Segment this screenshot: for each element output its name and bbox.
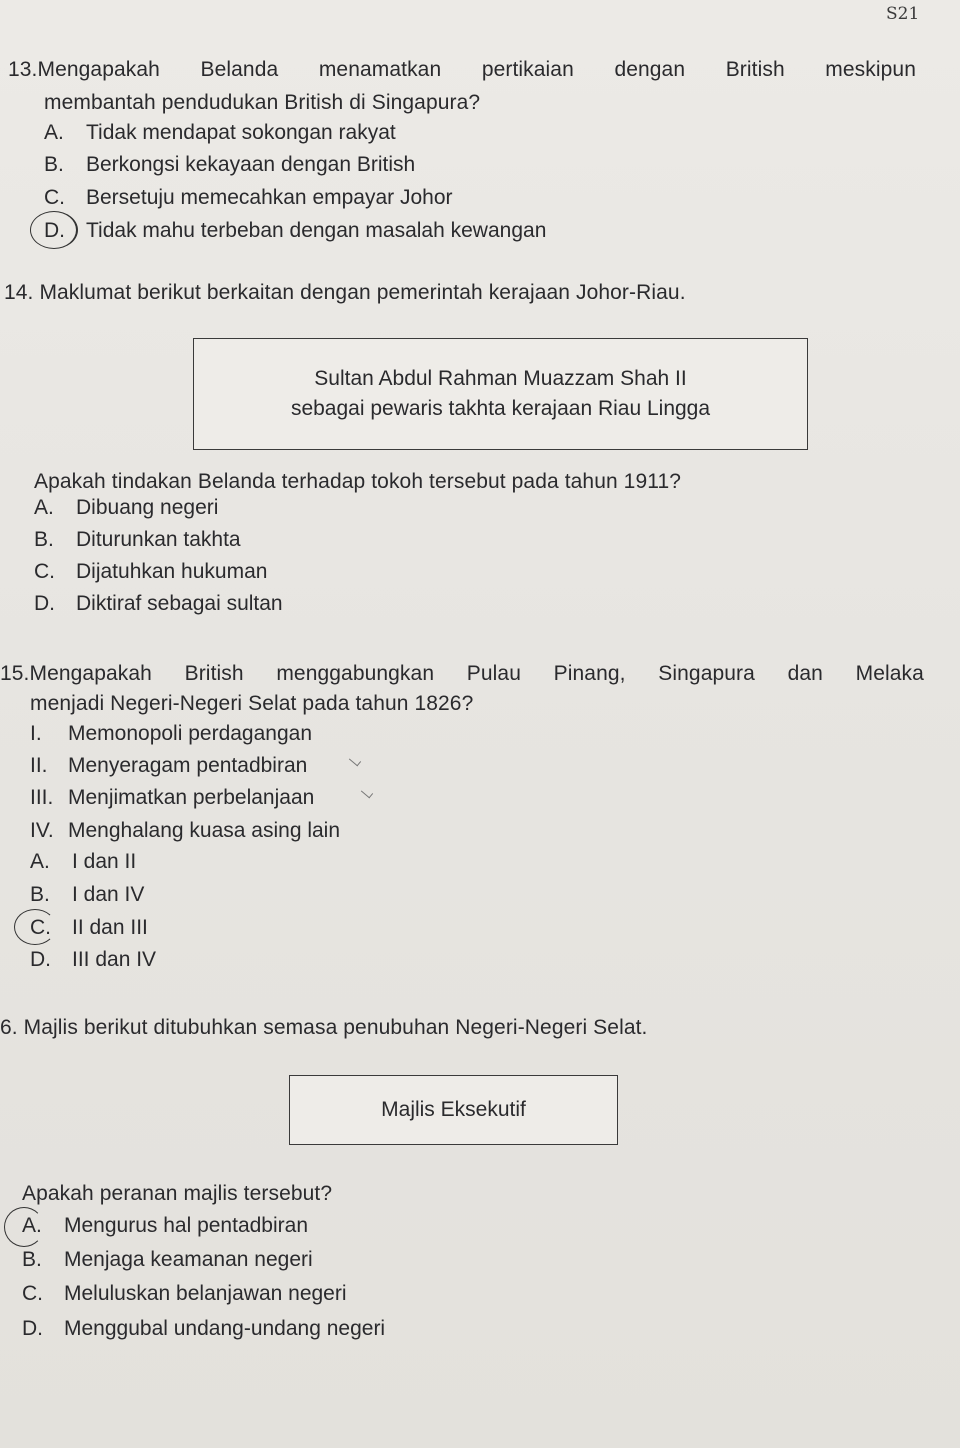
q15-statement-2: II. Menyeragam pentadbiran — [30, 754, 308, 777]
page-code: S21 — [886, 4, 920, 24]
q16-option-c[interactable]: C. Meluluskan belanjawan negeri — [22, 1282, 347, 1305]
q15-answer-circle — [14, 909, 56, 945]
q14-box-line2: sebagai pewaris takhta kerajaan Riau Lingga — [290, 397, 711, 420]
q13-word: dengan — [614, 58, 686, 81]
q15-number-word1: 15.Mengapakah — [0, 662, 152, 685]
q13-answer-circle — [30, 211, 78, 249]
q13-option-d[interactable]: D. Tidak mahu terbeban dengan masalah kewangan — [44, 219, 547, 242]
q13-word: Belanda — [200, 58, 279, 81]
check-mark-icon — [361, 787, 373, 799]
q14-box-line1: Sultan Abdul Rahman Muazzam Shah II — [314, 367, 687, 390]
q13-number-word1: 13.Mengapakah — [8, 58, 160, 81]
q16-option-d[interactable]: D. Menggubal undang-undang negeri — [22, 1317, 386, 1340]
q16-question: Apakah peranan majlis tersebut? — [22, 1182, 333, 1205]
q15-line2: menjadi Negeri-Negeri Selat pada tahun 1826? — [30, 692, 474, 715]
q13-word: meskipun — [825, 58, 916, 81]
check-mark-icon — [349, 755, 361, 767]
q14-option-b[interactable]: B. Diturunkan takhta — [34, 528, 241, 551]
q15-statement-1: I. Memonopoli perdagangan — [30, 722, 313, 745]
q15-option-d[interactable]: D. III dan IV — [30, 948, 157, 971]
q15-statement-4: IV. Menghalang kuasa asing lain — [30, 819, 341, 842]
q13-option-c[interactable]: C. Bersetuju memecahkan empayar Johor — [44, 186, 453, 209]
q15-word: Melaka — [855, 662, 924, 685]
q13-line2: membantah pendudukan British di Singapura? — [44, 91, 481, 114]
q13-option-b[interactable]: B. Berkongsi kekayaan dengan British — [44, 153, 416, 176]
q15-statement-3: III. Menjimatkan perbelanjaan — [30, 786, 315, 809]
q15-option-a[interactable]: A. I dan II — [30, 850, 137, 873]
q15-word: Pulau — [466, 662, 521, 685]
q16-answer-circle — [4, 1207, 44, 1247]
q15-word: Pinang, — [553, 662, 626, 685]
q16-info-box — [289, 1075, 618, 1145]
q15-word: British — [184, 662, 244, 685]
q15-option-b[interactable]: B. I dan IV — [30, 883, 145, 906]
q13-option-a[interactable]: A. Tidak mendapat sokongan rakyat — [44, 121, 396, 144]
q16-option-a[interactable]: A. Mengurus hal pentadbiran — [22, 1214, 309, 1237]
q14-option-a[interactable]: A. Dibuang negeri — [34, 496, 219, 519]
q14-option-c[interactable]: C. Dijatuhkan hukuman — [34, 560, 268, 583]
q13-word: British — [725, 58, 785, 81]
q14-intro: 14. Maklumat berikut berkaitan dengan pemerintah kerajaan Johor-Riau. — [4, 281, 686, 304]
q13-word: pertikaian — [481, 58, 574, 81]
q15-word: Singapura — [658, 662, 755, 685]
q14-question: Apakah tindakan Belanda terhadap tokoh tersebut pada tahun 1911? — [34, 470, 682, 493]
q14-option-d[interactable]: D. Diktiraf sebagai sultan — [34, 592, 283, 615]
q14-info-box — [193, 338, 808, 450]
q16-box-label: Majlis Eksekutif — [381, 1098, 526, 1121]
q15-word: menggabungkan — [276, 662, 435, 685]
q16-option-b[interactable]: B. Menjaga keamanan negeri — [22, 1248, 313, 1271]
q15-line1 — [0, 661, 924, 687]
q15-option-c[interactable]: C. II dan III — [30, 916, 148, 939]
q15-word: dan — [787, 662, 823, 685]
q16-intro: 6. Majlis berikut ditubuhkan semasa penubuhan Negeri-Negeri Selat. — [0, 1016, 648, 1039]
q13-word: menamatkan — [318, 58, 442, 81]
q13-line1 — [8, 57, 916, 83]
